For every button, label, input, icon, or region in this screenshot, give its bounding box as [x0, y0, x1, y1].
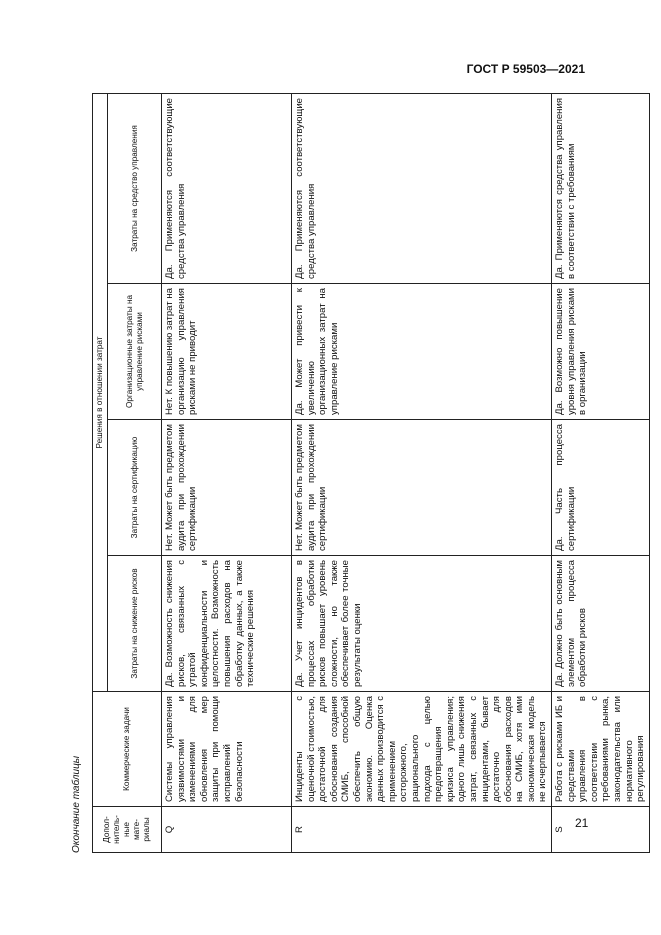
header-certification-costs: Затраты на сертификацию [108, 420, 162, 556]
row-risk-costs: Да. Учет инцидентов в процессах обработки рисков повышает уровень сложности, но также обеспечивает более точные результаты оценки [292, 556, 552, 692]
header-supplementary: Допол- нитель- ные мате- риалы [93, 807, 162, 853]
row-code: S [552, 807, 650, 853]
table-caption: Окончание таблицы [71, 755, 82, 853]
row-org-costs: Да. Может привести к увеличению организационных затрат на управление рисками [292, 284, 552, 420]
header-business-tasks: Коммерческие задачи [93, 692, 162, 807]
row-org-costs: Да. Возможно повышение уровня управления рисками в организации [552, 284, 650, 420]
table-header-row [93, 93, 108, 852]
row-risk-costs: Да. Должно быть основным элементом процесса обработки рисков [552, 556, 650, 692]
row-task: Инциденты с оценочной стоимостью, достаточной для обоснования создания СМИБ, способной обеспечить общую экономию. Оценка данных производится с применением осторожного, рационального подхода с целью предотвращения кризиса управления; одного лишь снижения затрат, связанных с инцидентами, бывает достаточно для обоснования расходов на СМИБ, хотя ими экономическая модель не исчерпывается [292, 692, 552, 807]
header-risk-reduction-costs: Затраты на снижение рисков [108, 556, 162, 692]
row-org-costs: Нет. К повышению затрат на организацию управления рисками не приводит [162, 284, 292, 420]
header-control-costs: Затраты на средство управления [108, 93, 162, 283]
row-control-costs: Да. Применяются соответствующие средства управления [162, 93, 292, 283]
standard-header: ГОСТ Р 59503—2021 [466, 62, 585, 76]
cost-decisions-table [92, 93, 650, 853]
header-cost-decisions: Решения в отношении затрат [93, 93, 108, 691]
row-cert-costs: Нет. Может быть предметом аудита при прохождении сертификации [292, 420, 552, 556]
row-control-costs: Да. Применяются средства управления в соответствии с требованиям [552, 93, 650, 283]
row-code: R [292, 807, 552, 853]
row-cert-costs: Нет. Может быть предметом аудита при прохождении сертификации [162, 420, 292, 556]
row-task: Системы управления уязвимостями и изменениями для обновления мер защиты при помощи исправлений безопасности [162, 692, 292, 807]
table-row [162, 93, 292, 852]
row-task: Работа с рисками ИБ и средствами управления в соответствии с требованиями рынка, законодательства или нормативного регулирования [552, 692, 650, 807]
table-row [292, 93, 552, 852]
row-code: Q [162, 807, 292, 853]
header-org-risk-costs: Организационные затраты на управление рисками [108, 284, 162, 420]
row-control-costs: Да. Применяются соответствующие средства управления [292, 93, 552, 283]
table-row [552, 93, 650, 852]
row-risk-costs: Да. Возможность снижения рисков, связанных с утратой конфиденциальности и целостности. Возможность повышения расходов на обработку данных, а также технические решения [162, 556, 292, 692]
row-cert-costs: Да. Часть процесса сертификации [552, 420, 650, 556]
page-number: 21 [575, 816, 589, 830]
